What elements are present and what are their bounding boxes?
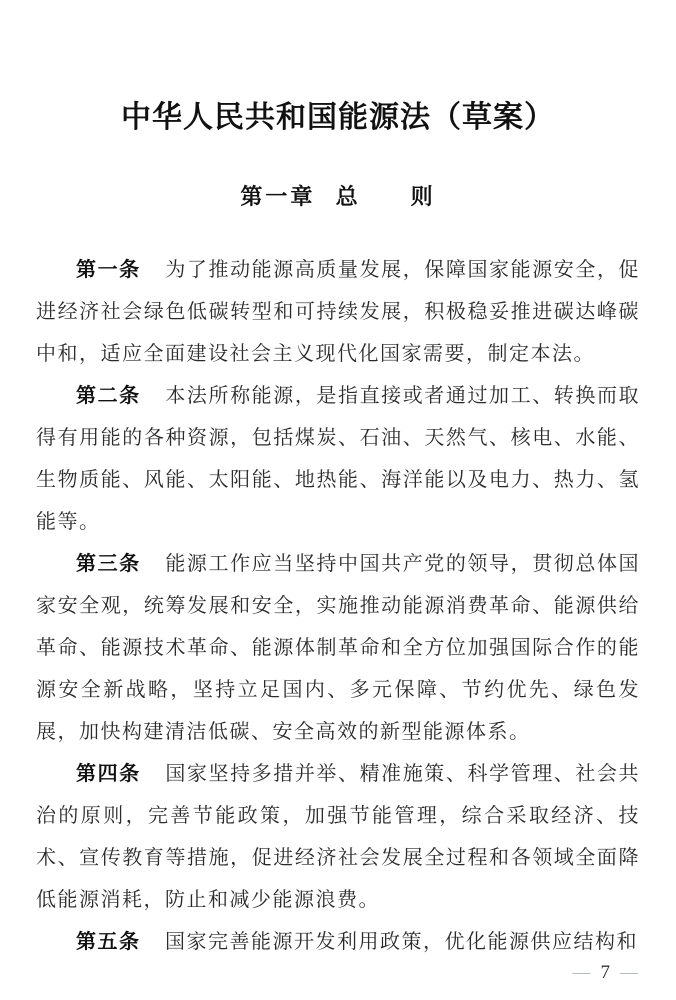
page-number xyxy=(563,962,649,984)
chapter-heading xyxy=(36,180,640,211)
article-label: 第四条 xyxy=(76,763,141,785)
article-label: 第三条 xyxy=(76,553,141,575)
article-text: 国家坚持多措并举、精准施策、科学管理、社会共治的原则，完善节能政策，加强节能管理，综合采取经济、技术、宣传教育等措施，促进经济社会发展全过程和各领域全面降低能源消耗，防止和减少能源浪费。 xyxy=(36,763,641,911)
article-paragraph xyxy=(36,375,640,543)
article-paragraph xyxy=(36,249,640,375)
article-text: 本法所称能源，是指直接或者通过加工、转换而取得有用能的各种资源，包括煤炭、石油、天然气、核电、水能、生物质能、风能、太阳能、地热能、海洋能以及电力、热力、氢能等。 xyxy=(36,385,641,533)
article-paragraph xyxy=(36,921,640,963)
article-text: 能源工作应当坚持中国共产党的领导，贯彻总体国家安全观，统筹发展和安全，实施推动能源消费革命、能源供给革命、能源技术革命、能源体制革命和全方位加强国际合作的能源安全新战略，坚持立足国内、多元保障、节约优先、绿色发展，加快构建清洁低碳、安全高效的新型能源体系。 xyxy=(36,553,641,743)
page-number-dash: — xyxy=(572,962,591,982)
page-number-value: 7 xyxy=(600,962,610,983)
article-label: 第一条 xyxy=(76,259,141,281)
chapter-title: 总 则 xyxy=(335,184,436,209)
page-number-dash: — xyxy=(620,962,638,982)
article-text: 为了推动能源高质量发展，保障国家能源安全，促进经济社会绿色低碳转型和可持续发展，积极稳妥推进碳达峰碳中和，适应全面建设社会主义现代化国家需要，制定本法。 xyxy=(36,259,641,365)
document-body xyxy=(36,249,640,963)
article-paragraph xyxy=(36,753,640,921)
chapter-number: 第一章 xyxy=(240,184,316,209)
article-paragraph xyxy=(36,543,640,753)
article-text: 国家完善能源开发利用政策，优化能源供应结构和 xyxy=(165,931,638,953)
document-title: 中华人民共和国能源法（草案） xyxy=(121,101,555,134)
article-label: 第五条 xyxy=(76,931,141,953)
article-label: 第二条 xyxy=(76,385,141,407)
